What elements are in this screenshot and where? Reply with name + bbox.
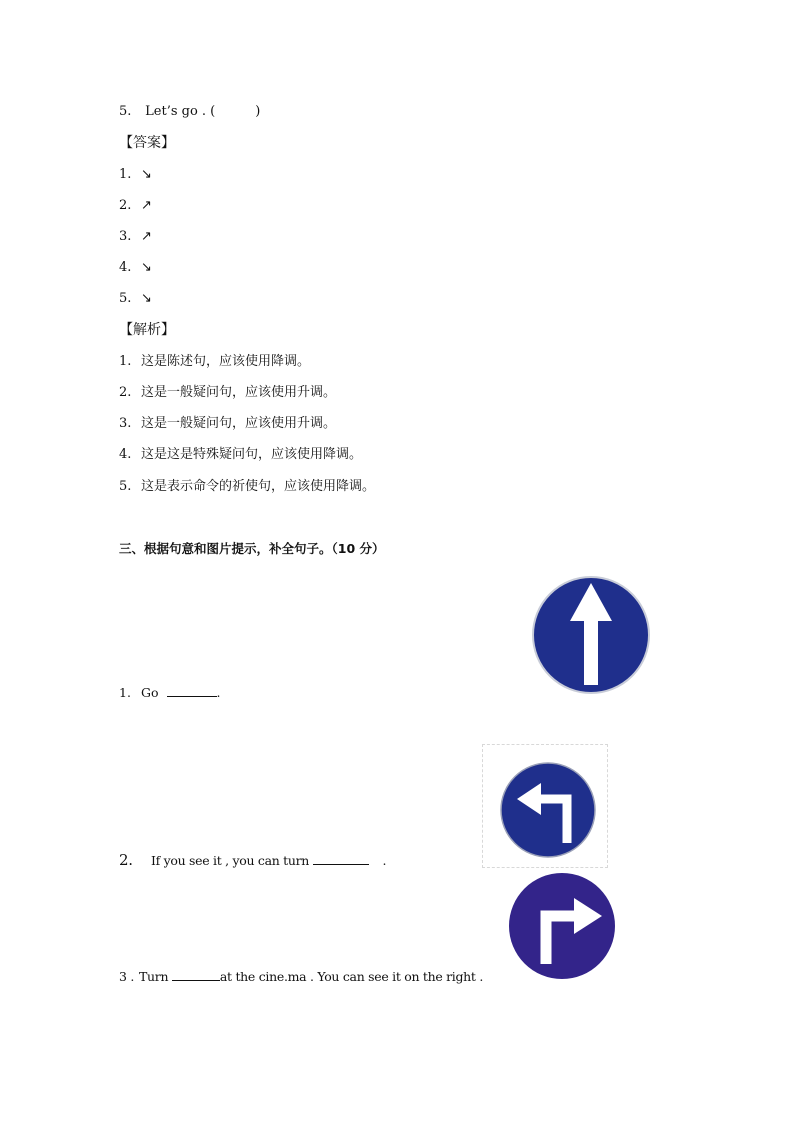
answer-blank[interactable] xyxy=(167,684,217,697)
answer-heading: 【答案】 xyxy=(119,135,175,151)
answer-item xyxy=(119,291,152,307)
question-number: 1. xyxy=(119,685,131,700)
answer-number: 5. xyxy=(119,291,132,306)
falling-tone-arrow-icon: ↘ xyxy=(141,167,152,182)
question-text-end: at the cine.ma . You can see it on the right . xyxy=(219,969,484,984)
analysis-heading: 【解析】 xyxy=(119,322,175,338)
question-5 xyxy=(119,104,260,120)
question-text: If you see it , you can turn xyxy=(151,853,310,868)
answer-number: 1. xyxy=(119,167,132,182)
analysis-item xyxy=(119,354,310,370)
analysis-text: 这是一般疑问句，应该使用升调。 xyxy=(141,385,337,400)
analysis-text: 这是陈述句，应该使用降调。 xyxy=(141,354,311,369)
question-number: 5. xyxy=(119,104,132,119)
falling-tone-arrow-icon: ↘ xyxy=(141,260,152,275)
answer-blank[interactable] xyxy=(172,968,220,981)
question-text: Turn xyxy=(139,969,169,984)
question-number: 3 . xyxy=(119,969,134,984)
analysis-number: 5. xyxy=(119,479,132,494)
analysis-text: 这是这是特殊疑问句，应该使用降调。 xyxy=(141,447,363,462)
analysis-number: 1. xyxy=(119,354,132,369)
analysis-item xyxy=(119,479,375,495)
question-text-end: . xyxy=(216,685,221,700)
question-number: 2. xyxy=(119,851,133,869)
answer-item xyxy=(119,260,152,276)
rising-tone-arrow-icon: ↗ xyxy=(141,229,152,244)
answer-number: 3. xyxy=(119,229,132,244)
question-text: Let’s go . ( xyxy=(145,104,216,119)
analysis-text: 这是一般疑问句，应该使用升调。 xyxy=(141,416,337,431)
analysis-item xyxy=(119,416,336,432)
question-text-end: . xyxy=(382,853,387,868)
analysis-item xyxy=(119,447,362,463)
answer-item xyxy=(119,167,152,183)
falling-tone-arrow-icon: ↘ xyxy=(141,291,152,306)
question-text: Go xyxy=(141,685,159,700)
analysis-number: 2. xyxy=(119,385,132,400)
analysis-number: 4. xyxy=(119,447,132,462)
analysis-number: 3. xyxy=(119,416,132,431)
analysis-text: 这是表示命令的祈使句，应该使用降调。 xyxy=(141,479,376,494)
straight-arrow-sign-icon xyxy=(529,573,653,697)
answer-number: 2. xyxy=(119,198,132,213)
answer-item xyxy=(119,229,152,245)
right-turn-arrow-sign-icon xyxy=(508,872,616,980)
answer-number: 4. xyxy=(119,260,132,275)
left-turn-arrow-sign-icon xyxy=(499,761,597,859)
question-paren-close: ) xyxy=(255,104,261,119)
analysis-item xyxy=(119,385,336,401)
answer-item xyxy=(119,198,152,214)
section-3-title: 三、根据句意和图片提示，补全句子。（10 分） xyxy=(119,541,385,556)
rising-tone-arrow-icon: ↗ xyxy=(141,198,152,213)
fill-question-1 xyxy=(119,684,220,701)
fill-question-2 xyxy=(119,852,386,869)
answer-blank[interactable] xyxy=(313,852,369,865)
fill-question-3 xyxy=(119,968,483,985)
